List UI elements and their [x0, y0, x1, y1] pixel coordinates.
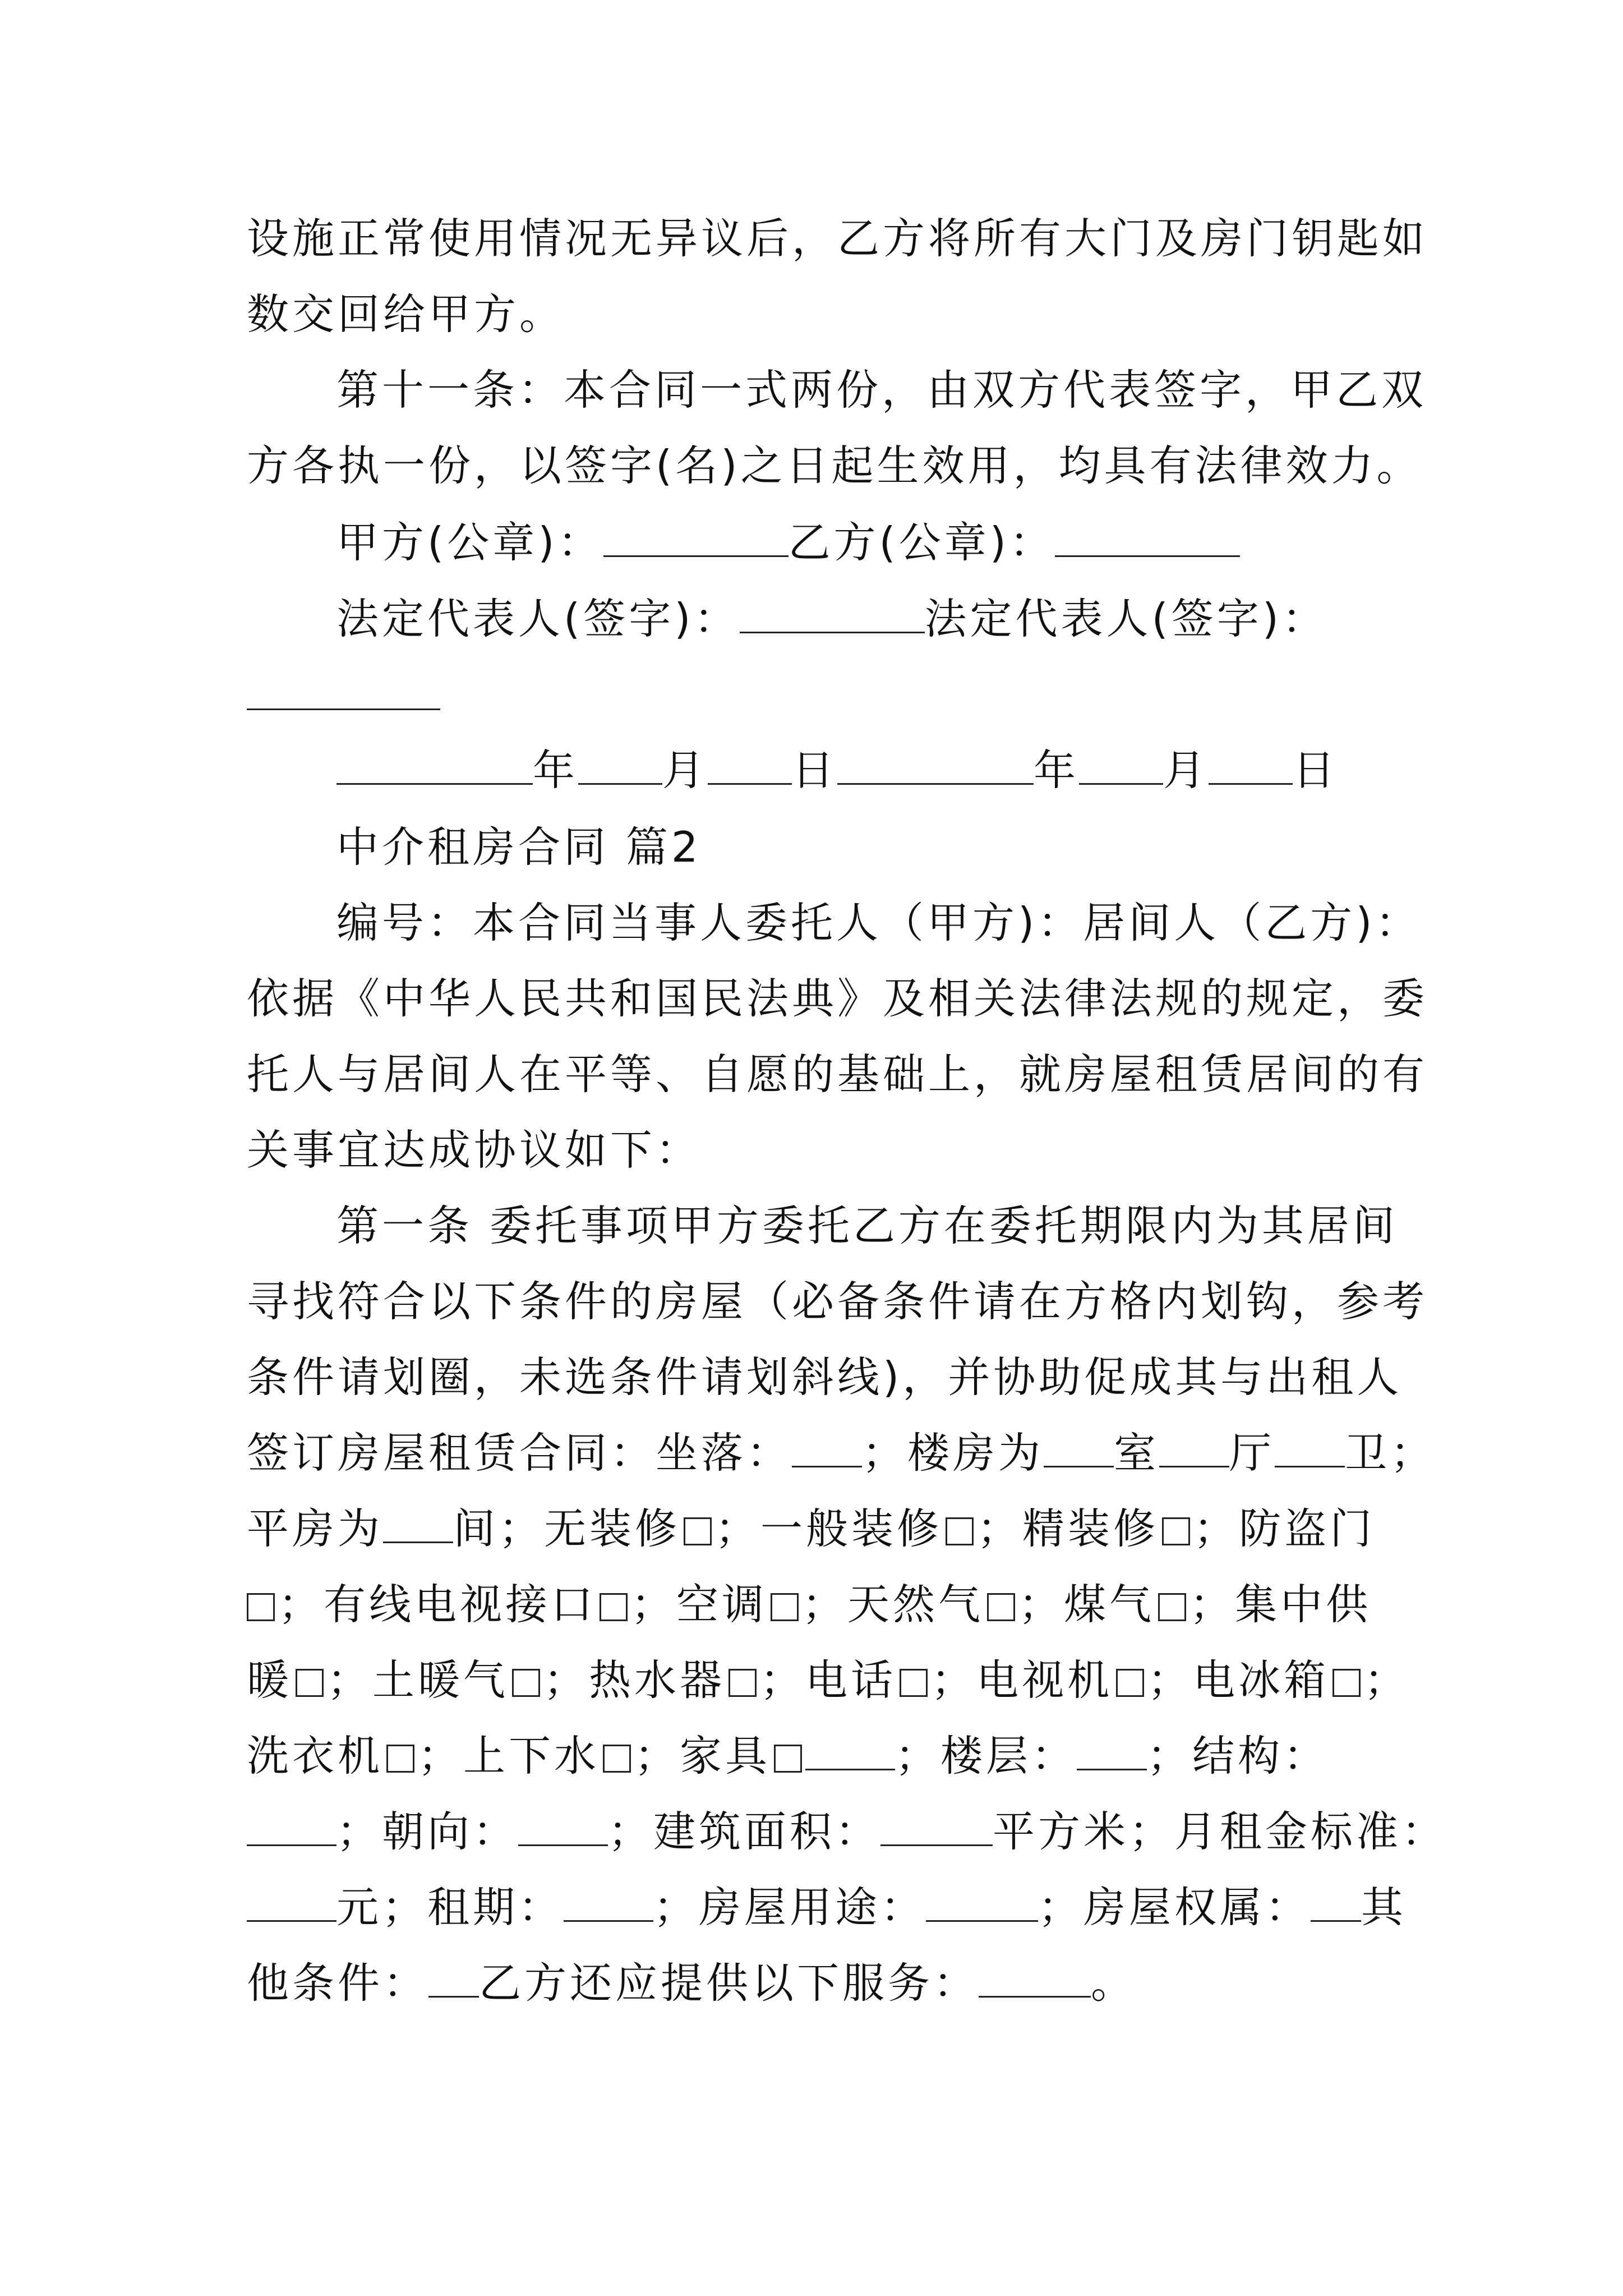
- party-b-year-blank[interactable]: [837, 748, 1034, 785]
- water-heater-checkbox[interactable]: [728, 1669, 757, 1697]
- orientation-blank[interactable]: [518, 1810, 608, 1846]
- local-heating-checkbox[interactable]: [512, 1669, 540, 1697]
- party-b-month-blank[interactable]: [1079, 748, 1163, 785]
- location-blank[interactable]: [792, 1431, 862, 1467]
- ownership-blank[interactable]: [1311, 1885, 1361, 1922]
- preamble-line-2: 托人与居间人在平等、自愿的基础上，就房屋租赁居间的有: [247, 1050, 1428, 1099]
- representative-line: [336, 591, 1327, 647]
- representative-overflow-line: [247, 668, 440, 724]
- halls-blank[interactable]: [1159, 1431, 1229, 1467]
- security-door-checkbox[interactable]: [247, 1593, 275, 1621]
- furniture-blank[interactable]: [805, 1734, 895, 1770]
- party-a-rep-label: 法定代表人(签字)：: [336, 594, 740, 643]
- text-line-1: 设施正常使用情况无异议后，乙方将所有大门及房门钥匙如: [247, 214, 1428, 263]
- article-1-line-3: 条件请划圈，未选条件请划斜线)，并协助促成其与出租人: [247, 1352, 1403, 1402]
- plumbing-checkbox[interactable]: [603, 1745, 631, 1773]
- cable-tv-checkbox[interactable]: [600, 1593, 628, 1621]
- preamble-line-3: 关事宜达成协议如下：: [247, 1125, 702, 1175]
- central-heating-checkbox[interactable]: [296, 1669, 324, 1697]
- floor-blank[interactable]: [1077, 1734, 1147, 1770]
- no-decoration-checkbox[interactable]: [684, 1517, 712, 1545]
- coal-gas-checkbox[interactable]: [1158, 1593, 1186, 1621]
- preamble-line-1: 依据《中华人民共和国民法典》及相关法律法规的规定，委: [247, 974, 1428, 1023]
- text-line-2: 数交回给甲方。: [247, 289, 565, 339]
- washing-machine-checkbox[interactable]: [386, 1745, 414, 1773]
- rent-blank[interactable]: [247, 1885, 336, 1922]
- telephone-checkbox[interactable]: [900, 1669, 928, 1697]
- party-a-day-blank[interactable]: [708, 748, 792, 785]
- article-1-line-6: ；有线电视接口 ；空调 ；天然气 ；煤气 ；集中供: [247, 1576, 1371, 1632]
- rooms-blank[interactable]: [1044, 1431, 1114, 1467]
- article-1-line-9: ；朝向： ；建筑面积： 平方米；月租金标准：: [247, 1803, 1447, 1860]
- clause-11-line-1: 第十一条：本合同一式两份，由双方代表签字，甲乙双: [336, 365, 1427, 415]
- party-a-rep-blank[interactable]: [740, 597, 925, 633]
- fine-decoration-checkbox[interactable]: [1162, 1517, 1190, 1545]
- article-1-line-1: 第一条 委托事项甲方委托乙方在委托期限内为其居间: [336, 1201, 1398, 1250]
- area-blank[interactable]: [880, 1810, 993, 1846]
- extra-services-blank[interactable]: [979, 1961, 1091, 1998]
- party-b-seal-blank[interactable]: [1055, 521, 1240, 557]
- air-conditioner-checkbox[interactable]: [771, 1593, 799, 1621]
- usage-blank[interactable]: [926, 1885, 1038, 1922]
- party-b-rep-label: 法定代表人(签字)：: [924, 594, 1328, 643]
- article-1-line-4: 签订房屋租赁合同：坐落： ；楼房为 室 厅 卫；: [247, 1428, 1436, 1478]
- seal-line: [336, 514, 1240, 570]
- refrigerator-checkbox[interactable]: [1332, 1669, 1361, 1697]
- article-1-line-10: 元；租期： ；房屋用途： ；房屋权属： 其: [247, 1879, 1407, 1935]
- article-1-line-5: 平房为 间；无装修 ；一般装修 ；精装修 ；防盗门: [247, 1504, 1376, 1553]
- party-a-seal-label: 甲方(公章)：: [336, 518, 603, 567]
- other-conditions-blank[interactable]: [428, 1961, 479, 1998]
- party-a-month-blank[interactable]: [578, 748, 662, 785]
- natural-gas-checkbox[interactable]: [987, 1593, 1015, 1621]
- parties-line: 编号：本合同当事人委托人（甲方)：居间人（乙方)：: [336, 898, 1421, 947]
- term-blank[interactable]: [564, 1885, 653, 1922]
- television-checkbox[interactable]: [1116, 1669, 1144, 1697]
- bungalow-rooms-blank[interactable]: [383, 1507, 453, 1543]
- article-1-line-11: 他条件： 乙方还应提供以下服务： 。: [247, 1958, 1137, 2008]
- article-1-line-8: 洗衣机 ；上下水 ；家具 ；楼层： ；结构：: [247, 1731, 1329, 1780]
- date-line: 年 月 日 年 月 日: [336, 742, 1338, 798]
- article-1-line-7: 暖 ；土暖气 ；热水器 ；电话 ；电视机 ；电冰箱 ；: [247, 1655, 1410, 1705]
- party-a-seal-blank[interactable]: [603, 521, 789, 557]
- party-b-day-blank[interactable]: [1209, 748, 1293, 785]
- structure-blank[interactable]: [247, 1810, 336, 1846]
- party-b-seal-label: 乙方(公章)：: [788, 518, 1055, 567]
- section-heading: 中介租房合同 篇2: [336, 822, 702, 872]
- party-b-rep-blank[interactable]: [247, 674, 440, 710]
- party-a-year-blank[interactable]: [336, 748, 533, 785]
- article-1-line-2: 寻找符合以下条件的房屋（必备条件请在方格内划钩，参考: [247, 1277, 1428, 1326]
- basic-decoration-checkbox[interactable]: [946, 1517, 974, 1545]
- clause-11-line-2: 方各执一份，以签字(名)之日起生效用，均具有法律效力。: [247, 441, 1422, 490]
- furniture-checkbox[interactable]: [774, 1745, 802, 1773]
- bathrooms-blank[interactable]: [1275, 1431, 1345, 1467]
